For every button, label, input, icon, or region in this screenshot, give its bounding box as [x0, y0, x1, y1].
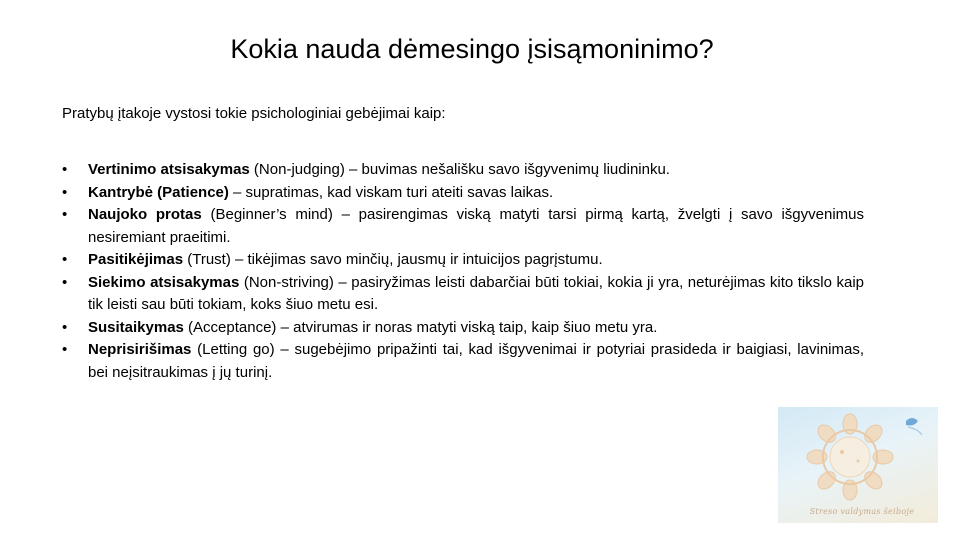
bullet-icon: • — [62, 183, 68, 201]
item-description: (Beginner’s mind) – pasirengimas viską matyti tarsi pirmą kartą, žvelgti į savo išgyvenimus nesiremiant praeitimi. — [88, 206, 865, 246]
item-term: Kantrybė (Patience) — [88, 183, 229, 201]
item-term: Vertinimo atsisakymas — [88, 161, 250, 178]
list-item — [62, 159, 864, 182]
list-item — [62, 272, 864, 317]
flower-frame-icon — [778, 407, 938, 523]
item-description: – supratimas, kad viskam turi ateiti savas laikas. — [228, 183, 554, 201]
frame-center — [830, 437, 870, 477]
center-dot — [840, 450, 844, 454]
item-term: Pasitikėjimas — [88, 251, 184, 268]
bullet-icon: • — [62, 206, 68, 223]
bird-trail — [908, 427, 922, 435]
item-term: Naujoko protas — [88, 206, 202, 223]
bullet-icon: • — [62, 273, 68, 291]
list-item — [62, 339, 864, 384]
artwork-caption: Streso valdymas šeiboje — [809, 507, 915, 516]
item-description: (Non-striving) – pasiryžimas leisti dabarčiai būti tokiai, kokia ji yra, neturėjimas kito tikslo kaip tik leisti sau būti tokiam, koks šiuo metu esi. — [88, 273, 864, 313]
bird-icon — [906, 418, 918, 426]
bullet-icon: • — [62, 318, 68, 336]
slide-title: Kokia nauda dėmesingo įsisąmoninimo? — [230, 34, 714, 64]
item-description: (Acceptance) – atvirumas ir noras matyti viską taip, kaip šiuo metu yra. — [183, 318, 658, 336]
list-item — [62, 317, 864, 340]
decorative-artwork — [778, 407, 938, 523]
item-term: Neprisirišimas — [88, 341, 192, 358]
intro-text: Pratybų įtakoje vystosi tokie psichologiniai gebėjimai kaip: — [62, 105, 446, 122]
item-description: (Trust) – tikėjimas savo minčių, jausmų ir intuicijos pagrįstumu. — [183, 251, 603, 268]
bullet-icon: • — [62, 341, 68, 358]
benefits-list — [62, 159, 864, 384]
item-term: Susitaikymas — [88, 318, 184, 336]
item-description: (Non-judging) – buvimas nešališku savo išgyvenimų liudininku. — [249, 161, 670, 178]
bullet-icon: • — [62, 251, 68, 268]
center-dot — [857, 460, 860, 463]
list-item — [62, 204, 864, 249]
item-description: (Letting go) – sugebėjimo pripažinti tai, kad išgyvenimai ir potyriai prasideda ir baigiasi, lavinimas, bei neįsitraukimas į jų turinį. — [88, 341, 864, 381]
item-term: Siekimo atsisakymas — [88, 273, 240, 291]
bullet-icon: • — [62, 161, 68, 178]
list-item — [62, 182, 864, 205]
list-item — [62, 249, 864, 272]
